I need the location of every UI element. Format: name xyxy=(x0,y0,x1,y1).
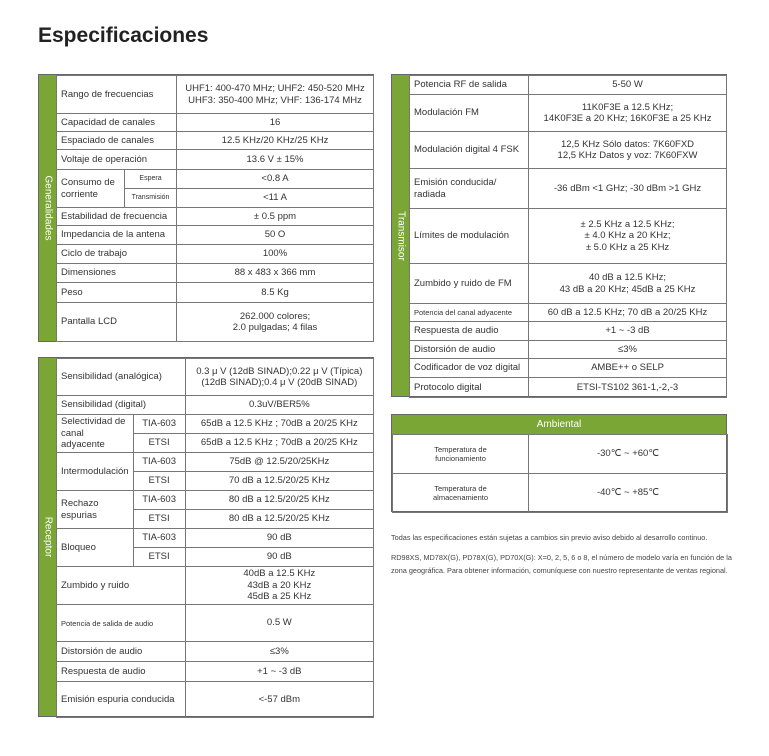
spec-value: 40 dB a 12.5 KHz; 43 dB a 20 KHz; 45dB a 25 KHz xyxy=(529,264,727,304)
section-label xyxy=(39,75,56,341)
spec-value: +1 ~ -3 dB xyxy=(529,322,727,341)
spec-label: Potencia del canal adyacente xyxy=(410,304,529,322)
table-row xyxy=(57,642,374,662)
table-row xyxy=(57,682,374,718)
spec-value: 65dB a 12.5 KHz ; 70dB a 20/25 KHz xyxy=(185,415,373,434)
spec-label: Voltaje de operación xyxy=(57,150,177,170)
generalidades-section xyxy=(38,74,374,342)
spec-value: -40℃ ~ +85℃ xyxy=(529,474,728,513)
spec-value: -36 dBm <1 GHz; -30 dBm >1 GHz xyxy=(529,169,727,209)
section-label-text: Transmisor xyxy=(395,210,406,261)
table-row xyxy=(410,169,727,209)
spec-value: 90 dB xyxy=(185,529,373,548)
spec-label: Bloqueo xyxy=(57,529,134,567)
table-row xyxy=(57,150,374,170)
disclaimer-note: Todas las especificaciones están sujetas a cambios sin previo aviso debido al desarrollo continuo. xyxy=(391,533,708,542)
spec-sublabel: TIA-603 xyxy=(133,529,185,548)
table-row xyxy=(57,208,374,226)
spec-label: Ciclo de trabajo xyxy=(57,245,177,264)
table-row xyxy=(57,283,374,303)
table-row xyxy=(57,453,374,472)
model-note: RD98XS, MD78X(G), PD78X(G), PD70X(G): X=0, 2, 5, 6 o 8, el número de modelo varía en función de la zona geográfica. Para obtener información, comuníquese con nuestro representante de ventas regional. xyxy=(391,553,732,575)
spec-value: 0.3 μ V (12dB SINAD);0.22 μ V (Típica) (12dB SINAD);0.4 μ V (20dB SINAD) xyxy=(185,359,373,396)
spec-value: 100% xyxy=(177,245,374,264)
table-row xyxy=(410,95,727,132)
spec-label: Distorsión de audio xyxy=(410,341,529,359)
table-row xyxy=(57,605,374,642)
spec-label: Estabilidad de frecuencia xyxy=(57,208,177,226)
table-row xyxy=(57,226,374,245)
spec-value: 0.5 W xyxy=(185,605,373,642)
spec-label: Límites de modulación xyxy=(410,209,529,264)
spec-value: 8.5 Kg xyxy=(177,283,374,303)
spec-sublabel: ETSI xyxy=(133,434,185,453)
spec-table xyxy=(392,434,728,513)
table-row xyxy=(57,567,374,605)
spec-label: Respuesta de audio xyxy=(410,322,529,341)
spec-table xyxy=(56,75,374,342)
spec-value: ≤3% xyxy=(529,341,727,359)
table-row xyxy=(393,474,728,513)
section-label xyxy=(392,75,409,396)
spec-label: Rango de frecuencias xyxy=(57,76,177,114)
spec-sublabel: TIA-603 xyxy=(133,453,185,472)
table-row xyxy=(57,170,374,189)
table-row xyxy=(410,322,727,341)
table-row xyxy=(57,491,374,510)
spec-sublabel: ETSI xyxy=(133,472,185,491)
ambiental-section xyxy=(391,414,727,512)
table-row xyxy=(57,245,374,264)
spec-label: Distorsión de audio xyxy=(57,642,186,662)
spec-label: Capacidad de canales xyxy=(57,114,177,132)
spec-sublabel: TIA-603 xyxy=(133,415,185,434)
spec-label: Modulación FM xyxy=(410,95,529,132)
spec-label: Sensibilidad (digital) xyxy=(57,396,186,415)
section-label-text: Generalidades xyxy=(42,175,53,241)
table-row xyxy=(410,359,727,378)
table-row xyxy=(393,435,728,474)
spec-value: 13.6 V ± 15% xyxy=(177,150,374,170)
spec-label: Potencia de salida de audio xyxy=(57,605,186,642)
spec-value: 80 dB a 12.5/20/25 KHz xyxy=(185,491,373,510)
spec-value: ≤3% xyxy=(185,642,373,662)
table-row xyxy=(410,341,727,359)
spec-label: Emisión conducida/ radiada xyxy=(410,169,529,209)
table-row xyxy=(57,264,374,283)
page-title: Especificaciones xyxy=(38,24,209,47)
spec-value: 12,5 KHz Sólo datos: 7K60FXD 12,5 KHz Datos y voz: 7K60FXW xyxy=(529,132,727,169)
spec-value: ± 2.5 KHz a 12.5 KHz; ± 4.0 KHz a 20 KHz; ± 5.0 KHz a 25 KHz xyxy=(529,209,727,264)
spec-label: Zumbido y ruido xyxy=(57,567,186,605)
spec-value: 0.3uV/BER5% xyxy=(185,396,373,415)
spec-table xyxy=(409,75,727,398)
spec-label: Respuesta de audio xyxy=(57,662,186,682)
spec-label: Modulación digital 4 FSK xyxy=(410,132,529,169)
spec-value: 12.5 KHz/20 KHz/25 KHz xyxy=(177,132,374,150)
spec-sublabel: TIA-603 xyxy=(133,491,185,510)
spec-label: Pantalla LCD xyxy=(57,303,177,342)
table-row xyxy=(410,132,727,169)
spec-value: 75dB @ 12.5/20/25KHz xyxy=(185,453,373,472)
spec-value: 11K0F3E a 12.5 KHz; 14K0F3E a 20 KHz; 16K0F3E a 25 KHz xyxy=(529,95,727,132)
spec-label: Temperatura de almacenamiento xyxy=(393,474,529,513)
spec-label: Peso xyxy=(57,283,177,303)
transmisor-section xyxy=(391,74,727,397)
spec-value: 40dB a 12.5 KHz 43dB a 20 KHz 45dB a 25 KHz xyxy=(185,567,373,605)
spec-label: Codificador de voz digital xyxy=(410,359,529,378)
table-row xyxy=(410,378,727,398)
table-row xyxy=(57,132,374,150)
spec-sublabel: Transmisión xyxy=(125,189,177,208)
table-row xyxy=(410,209,727,264)
spec-value: +1 ~ -3 dB xyxy=(185,662,373,682)
table-row xyxy=(57,114,374,132)
spec-label: Selectividad de canal adyacente xyxy=(57,415,134,453)
table-row xyxy=(57,529,374,548)
table-row xyxy=(410,264,727,304)
spec-value: <0.8 A xyxy=(177,170,374,189)
spec-label: Consumo de corriente xyxy=(57,170,125,208)
table-row xyxy=(57,76,374,114)
spec-label: Impedancia de la antena xyxy=(57,226,177,245)
spec-label: Intermodulación xyxy=(57,453,134,491)
section-label xyxy=(39,358,56,716)
spec-value: 60 dB a 12.5 KHz; 70 dB a 20/25 KHz xyxy=(529,304,727,322)
spec-value: UHF1: 400-470 MHz; UHF2: 450-520 MHz UHF3: 350-400 MHz; VHF: 136-174 MHz xyxy=(177,76,374,114)
table-row xyxy=(57,415,374,434)
spec-label: Emisión espuria conducida xyxy=(57,682,186,718)
spec-value: 50 O xyxy=(177,226,374,245)
spec-value: 65dB a 12.5 KHz ; 70dB a 20/25 KHz xyxy=(185,434,373,453)
spec-value: 16 xyxy=(177,114,374,132)
spec-label: Espaciado de canales xyxy=(57,132,177,150)
spec-sublabel: ETSI xyxy=(133,548,185,567)
spec-label: Potencia RF de salida xyxy=(410,76,529,95)
table-row xyxy=(57,303,374,342)
spec-value: 262.000 colores; 2.0 pulgadas; 4 filas xyxy=(177,303,374,342)
spec-value: 5-50 W xyxy=(529,76,727,95)
table-row xyxy=(57,396,374,415)
spec-value: 90 dB xyxy=(185,548,373,567)
spec-label: Sensibilidad (analógica) xyxy=(57,359,186,396)
spec-label: Protocolo digital xyxy=(410,378,529,398)
section-header: Ambiental xyxy=(392,415,726,434)
spec-value: 88 x 483 x 366 mm xyxy=(177,264,374,283)
table-row xyxy=(57,359,374,396)
receptor-section xyxy=(38,357,374,717)
spec-value: AMBE++ o SELP xyxy=(529,359,727,378)
spec-value: 80 dB a 12.5/20/25 KHz xyxy=(185,510,373,529)
table-row xyxy=(57,662,374,682)
spec-label: Temperatura de funcionamiento xyxy=(393,435,529,474)
spec-value: 70 dB a 12.5/20/25 KHz xyxy=(185,472,373,491)
spec-value: ± 0.5 ppm xyxy=(177,208,374,226)
section-label-text: Receptor xyxy=(42,516,53,558)
spec-value: <-57 dBm xyxy=(185,682,373,718)
spec-table xyxy=(56,358,374,718)
spec-label: Rechazo espurias xyxy=(57,491,134,529)
spec-label: Dimensiones xyxy=(57,264,177,283)
spec-label: Zumbido y ruido de FM xyxy=(410,264,529,304)
spec-value: <11 A xyxy=(177,189,374,208)
table-row xyxy=(410,76,727,95)
table-row xyxy=(410,304,727,322)
spec-sublabel: ETSI xyxy=(133,510,185,529)
spec-sublabel: Espera xyxy=(125,170,177,189)
spec-value: -30℃ ~ +60℃ xyxy=(529,435,728,474)
spec-value: ETSI-TS102 361-1,-2,-3 xyxy=(529,378,727,398)
